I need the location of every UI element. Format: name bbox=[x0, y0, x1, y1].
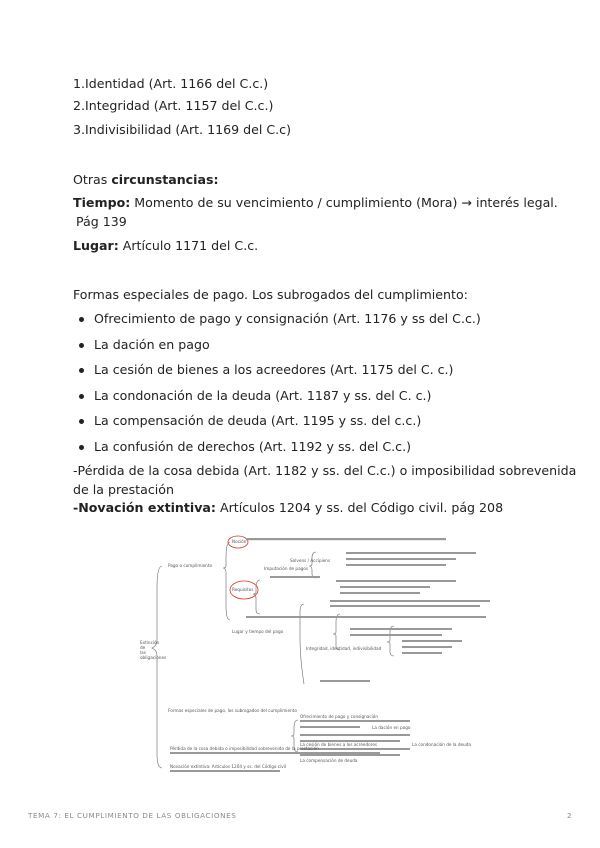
footer-title: TEMA 7: EL CUMPLIMIENTO DE LAS OBLIGACIONES bbox=[28, 811, 237, 820]
concept-diagram bbox=[140, 528, 500, 778]
diagram-node-dacion: La dación en pago bbox=[372, 725, 411, 730]
list-item: La condonación de la deuda (Art. 1187 y ss. del C. c.) bbox=[76, 388, 481, 414]
diagram-root: Extinción de las obligaciones bbox=[140, 640, 167, 660]
bullet-icon bbox=[79, 317, 84, 322]
bullet-icon bbox=[79, 343, 84, 348]
diagram-node-ofrecimiento: Ofrecimiento de pago y consignación bbox=[300, 714, 379, 719]
principle-1: 1.Identidad (Art. 1166 del C.c.) bbox=[73, 76, 269, 91]
otras-circunstancias bbox=[73, 172, 219, 188]
tiempo-page: Pág 139 bbox=[76, 214, 127, 229]
diagram-node-cesion: La cesión de bienes a los acreedores bbox=[300, 742, 378, 747]
diagram-node-imputacion: Imputación de pagos bbox=[264, 566, 309, 571]
diagram-node-condonacion: La condonación de la deuda bbox=[412, 742, 471, 747]
formas-intro: Formas especiales de pago. Los subrogados del cumplimiento: bbox=[73, 287, 468, 302]
list-item: La dación en pago bbox=[76, 337, 481, 363]
otras-bold: circunstancias: bbox=[111, 172, 219, 187]
perdida-line-1: -Pérdida de la cosa debida (Art. 1182 y ss. del C.c.) o imposibilidad sobrevenida bbox=[73, 463, 577, 478]
novacion-label: -Novación extintiva: bbox=[73, 500, 216, 515]
list-item: La compensación de deuda (Art. 1195 y ss. del c.c.) bbox=[76, 413, 481, 439]
diagram-node-requisitos: Requisitos bbox=[232, 587, 254, 592]
list-item: La confusión de derechos (Art. 1192 y ss. del C.c.) bbox=[76, 439, 481, 465]
lugar-line bbox=[73, 238, 258, 254]
formas-list bbox=[76, 311, 481, 464]
novacion-text: Artículos 1204 y ss. del Código civil. pág 208 bbox=[215, 500, 504, 515]
principle-3: 3.Indivisibilidad (Art. 1169 del C.c) bbox=[73, 122, 291, 137]
otras-prefix: Otras bbox=[73, 172, 112, 187]
diagram-node-novacion: Novación extintiva: Artículos 1204 y ss. del Código civil bbox=[170, 764, 287, 769]
bullet-icon bbox=[79, 445, 84, 450]
lugar-text: Artículo 1171 del C.c. bbox=[118, 238, 259, 253]
tiempo-line bbox=[73, 195, 558, 211]
diagram-node-formas: Formas especiales de pago, los subrogados del cumplimiento bbox=[168, 708, 297, 713]
perdida-line-2: de la prestación bbox=[73, 482, 174, 497]
tiempo-label: Tiempo: bbox=[73, 195, 131, 210]
diagram-node-lugar: Lugar y tiempo del pago bbox=[232, 629, 284, 634]
bullet-icon bbox=[79, 394, 84, 399]
bullet-icon bbox=[79, 419, 84, 424]
diagram-node-nocion: Noción bbox=[232, 539, 247, 544]
bullet-icon bbox=[79, 368, 84, 373]
list-item: Ofrecimiento de pago y consignación (Art. 1176 y ss del C.c.) bbox=[76, 311, 481, 337]
page-number: 2 bbox=[567, 811, 573, 820]
diagram-node-pago: Pago o cumplimiento bbox=[168, 563, 213, 568]
diagram-node-integridad: Integridad, identidad, indivisibilidad bbox=[306, 646, 382, 651]
diagram-node-compensacion: La compensación de deuda bbox=[300, 758, 358, 763]
tiempo-text: Momento de su vencimiento / cumplimiento (Mora) → interés legal. bbox=[130, 195, 558, 210]
lugar-label: Lugar: bbox=[73, 238, 119, 253]
diagram-node-perdida: Pérdida de la cosa debida o imposibilidad sobrevenida de la prestación bbox=[170, 746, 319, 751]
diagram-node-solvens: Solvens / Accipiens bbox=[290, 558, 331, 563]
novacion-line bbox=[73, 500, 503, 516]
principle-2: 2.Integridad (Art. 1157 del C.c.) bbox=[73, 98, 274, 113]
list-item: La cesión de bienes a los acreedores (Art. 1175 del C. c.) bbox=[76, 362, 481, 388]
